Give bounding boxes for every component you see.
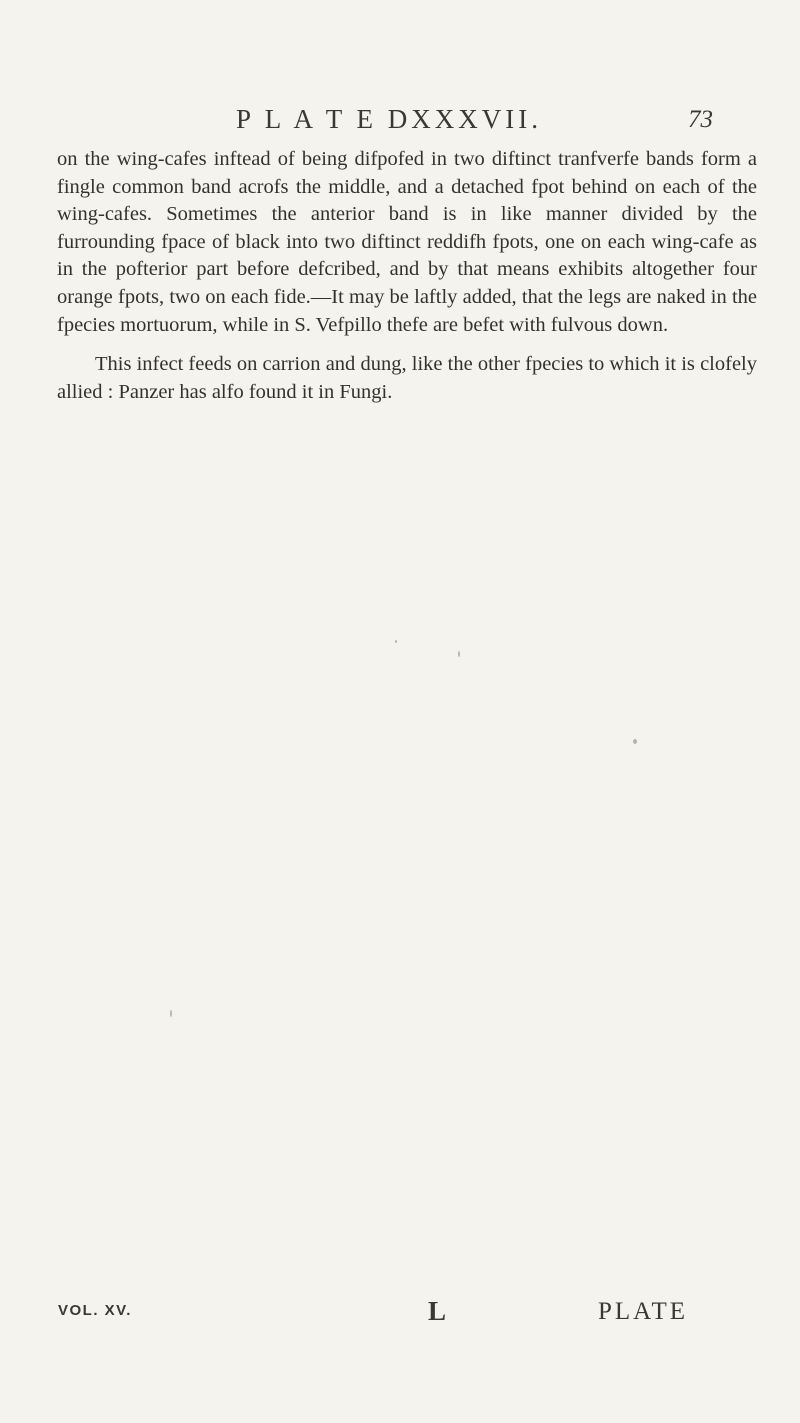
paragraph: on the wing-cafes inftead of being difpofed in two diftinct tranfverfe bands form a fingle common band acrofs the middle, and a detached fpot behind on each of the wing-cafes. Sometimes the anterior band is in like manner divided by the furrounding fpace of black into two diftinct reddifh fpots, one on each wing-cafe as in the pofterior part before defcribed, and by that means exhibits altogether four orange fpots, two on each fide.—It may be laftly added, that the legs are naked in the fpecies mortuorum, while in S. Vefpillo thefe are befet with fulvous down. xyxy=(57,148,757,336)
page-footer xyxy=(0,1296,800,1330)
body-text xyxy=(57,146,757,406)
paper-speck xyxy=(395,640,397,643)
page-number: 73 xyxy=(688,106,713,133)
volume-signature: VOL. XV. xyxy=(58,1302,132,1319)
paragraph: This infect feeds on carrion and dung, like the other fpecies to which it is clofely allied : Panzer has alfo found it in Fungi. xyxy=(57,353,757,403)
signature-letter: L xyxy=(428,1296,447,1326)
paper-speck xyxy=(458,651,460,657)
catchword: PLATE xyxy=(598,1298,688,1325)
running-head: P L A T E DXXXVII. xyxy=(236,104,543,134)
paper-speck xyxy=(170,1010,172,1017)
paper-speck xyxy=(633,739,637,744)
